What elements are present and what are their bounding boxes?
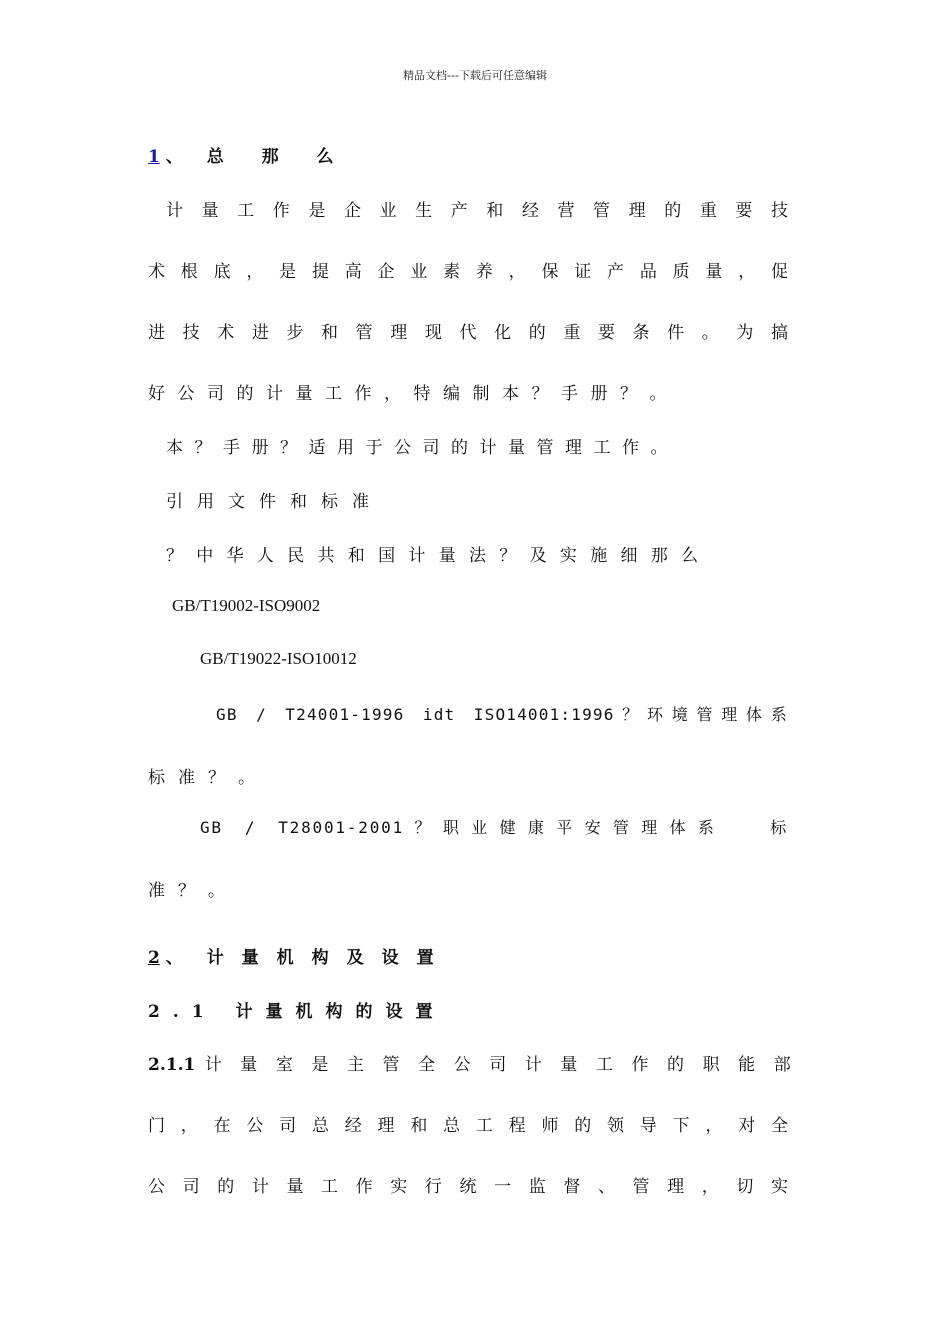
clause-2-1-1	[148, 1050, 791, 1075]
section-2-number: 2	[148, 948, 160, 968]
paragraph-line: 好公司的计量工作，特编制本？手册？。	[148, 384, 679, 404]
reference-standard-cont: 标准？。	[148, 768, 268, 788]
reference-metrology-law: ？中华人民共和国计量法？及实施细那么	[166, 546, 712, 566]
reference-standard: GB/T19022-ISO10012	[200, 649, 357, 668]
paragraph-line: 进技术进步和管理现代化的重要条件。为搞	[148, 323, 788, 343]
reference-standard: GB/T19002-ISO9002	[172, 596, 321, 615]
paragraph-line: 术根底，是提高企业素养，保证产品质量，促	[148, 262, 788, 282]
section-2-heading	[148, 943, 788, 968]
section-2-title: 计量机构及设置	[206, 948, 452, 968]
reference-standard: GB / T24001-1996 idt ISO14001:1996？环境管理体系	[216, 705, 788, 724]
section-1-separator: 、	[165, 147, 183, 167]
scope-paragraph: 本？手册？适用于公司的计量管理工作。	[166, 438, 679, 458]
clause-text: 计量室是主管全公司计量工作的职能部	[204, 1055, 791, 1075]
page-header: 精品文档---下载后可任意编辑	[403, 69, 547, 82]
paragraph-line: 公司的计量工作实行统一监督、管理，切实	[148, 1177, 788, 1197]
reference-standard: GB / T28001-2001？职业健康平安管理体系 标	[200, 818, 788, 837]
subsection-2-1-heading: 2.1 计量机构的设置	[148, 1002, 446, 1022]
paragraph-line: 计量工作是企业生产和经营管理的重要技	[166, 201, 788, 221]
section-2-separator: 、	[165, 948, 183, 968]
clause-number: 2.1.1	[148, 1055, 196, 1075]
section-1-number-link[interactable]: 1	[148, 147, 160, 167]
paragraph-line: 门，在公司总经理和总工程师的领导下，对全	[148, 1116, 788, 1136]
reference-standard-cont: 准？。	[148, 881, 238, 901]
references-heading: 引用文件和标准	[166, 492, 383, 512]
section-1-heading	[148, 142, 788, 167]
section-1-title: 总 那 么	[206, 147, 350, 167]
